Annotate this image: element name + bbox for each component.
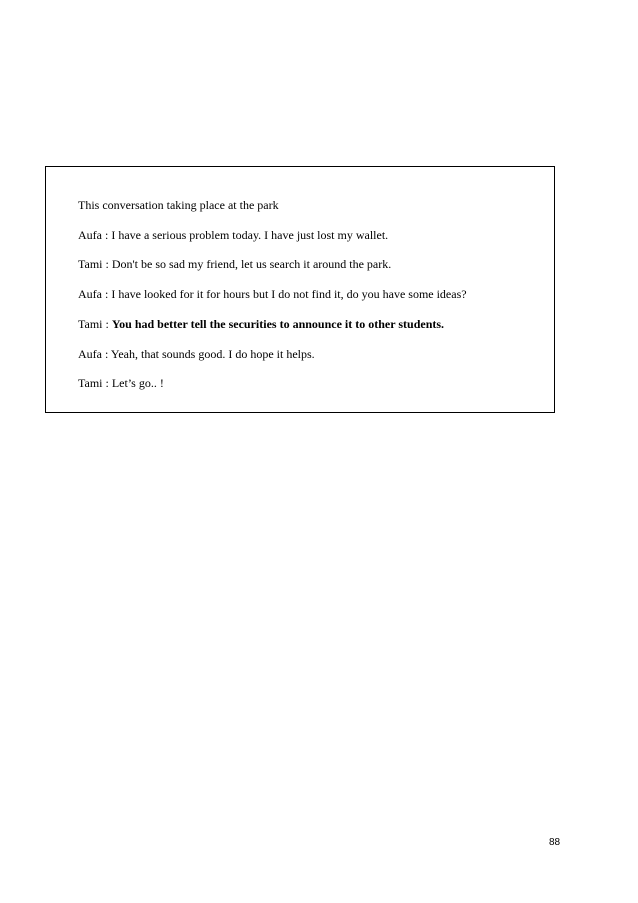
dialogue-text: Yeah, that sounds good. I do hope it helps. xyxy=(110,347,315,361)
speaker-name: Tami : xyxy=(78,376,112,390)
dialogue-line xyxy=(78,347,315,361)
speaker-name: Tami : xyxy=(78,317,112,331)
speaker-name: Tami : xyxy=(78,257,112,271)
dialogue-text: Let’s go.. ! xyxy=(111,376,164,390)
dialogue-line xyxy=(78,376,164,390)
dialogue-text: I have a serious problem today. I have just lost my wallet. xyxy=(111,228,389,242)
dialogue-line xyxy=(78,228,388,242)
dialogue-text-bold: You had better tell the securities to announce it to other students. xyxy=(111,317,445,331)
dialogue-line xyxy=(78,257,391,271)
dialogue-line xyxy=(78,317,444,331)
dialogue-box xyxy=(45,166,555,413)
page-number: 88 xyxy=(549,837,561,848)
speaker-name: Aufa : xyxy=(78,347,111,361)
dialogue-intro: This conversation taking place at the park xyxy=(78,198,279,212)
speaker-name: Aufa : xyxy=(78,287,112,301)
dialogue-text: I have looked for it for hours but I do not find it, do you have some ideas? xyxy=(111,287,467,301)
dialogue-line xyxy=(78,287,467,301)
speaker-name: Aufa : xyxy=(78,228,112,242)
dialogue-text: Don't be so sad my friend, let us search it around the park. xyxy=(111,257,392,271)
